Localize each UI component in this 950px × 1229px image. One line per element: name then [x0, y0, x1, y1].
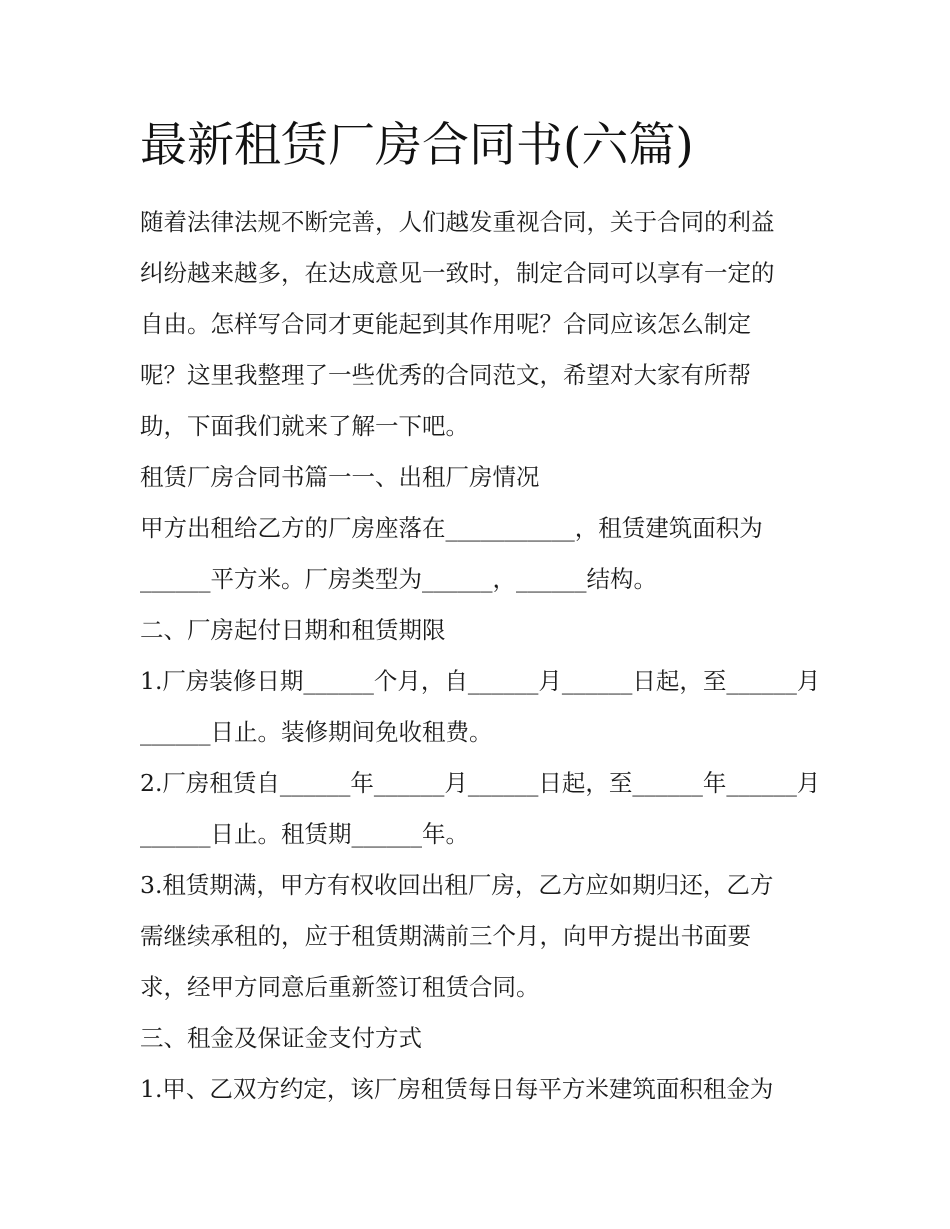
paragraph-line: 自由。怎样写合同才更能起到其作用呢？合同应该怎么制定: [140, 310, 751, 338]
paragraph-line: 1.厂房装修日期______个月，自______月______日起，至______月: [140, 667, 821, 695]
paragraph-line: 随着法律法规不断完善，人们越发重视合同，关于合同的利益: [140, 208, 775, 236]
paragraph-line: 纠纷越来越多，在达成意见一致时，制定合同可以享有一定的: [140, 259, 775, 287]
paragraph-line: 3.租赁期满，甲方有权收回出租厂房，乙方应如期归还，乙方: [140, 871, 774, 899]
paragraph-line: 助，下面我们就来了解一下吧。: [140, 412, 469, 440]
paragraph-line: ______平方米。厂房类型为______，______结构。: [140, 565, 657, 593]
paragraph-line: ______日止。装修期间免收租费。: [140, 718, 493, 746]
paragraph-line: ______日止。租赁期______年。: [140, 820, 469, 848]
section-heading: 二、厂房起付日期和租赁期限: [140, 616, 446, 644]
paragraph-line: 甲方出租给乙方的厂房座落在___________，租赁建筑面积为: [140, 514, 763, 542]
paragraph-line: 2.厂房租赁自______年______月______日起，至______年______月: [140, 769, 821, 797]
paragraph-line: 求，经甲方同意后重新签订租赁合同。: [140, 973, 540, 1001]
section-heading: 租赁厂房合同书篇一一、出租厂房情况: [140, 463, 540, 491]
section-heading: 三、租金及保证金支付方式: [140, 1024, 422, 1052]
paragraph-line: 需继续承租的，应于租赁期满前三个月，向甲方提出书面要: [140, 922, 751, 950]
paragraph-line: 呢？这里我整理了一些优秀的合同范文，希望对大家有所帮: [140, 361, 751, 389]
document-title: 最新租赁厂房合同书(六篇): [140, 118, 694, 173]
paragraph-line: 1.甲、乙双方约定，该厂房租赁每日每平方米建筑面积租金为: [140, 1075, 774, 1103]
